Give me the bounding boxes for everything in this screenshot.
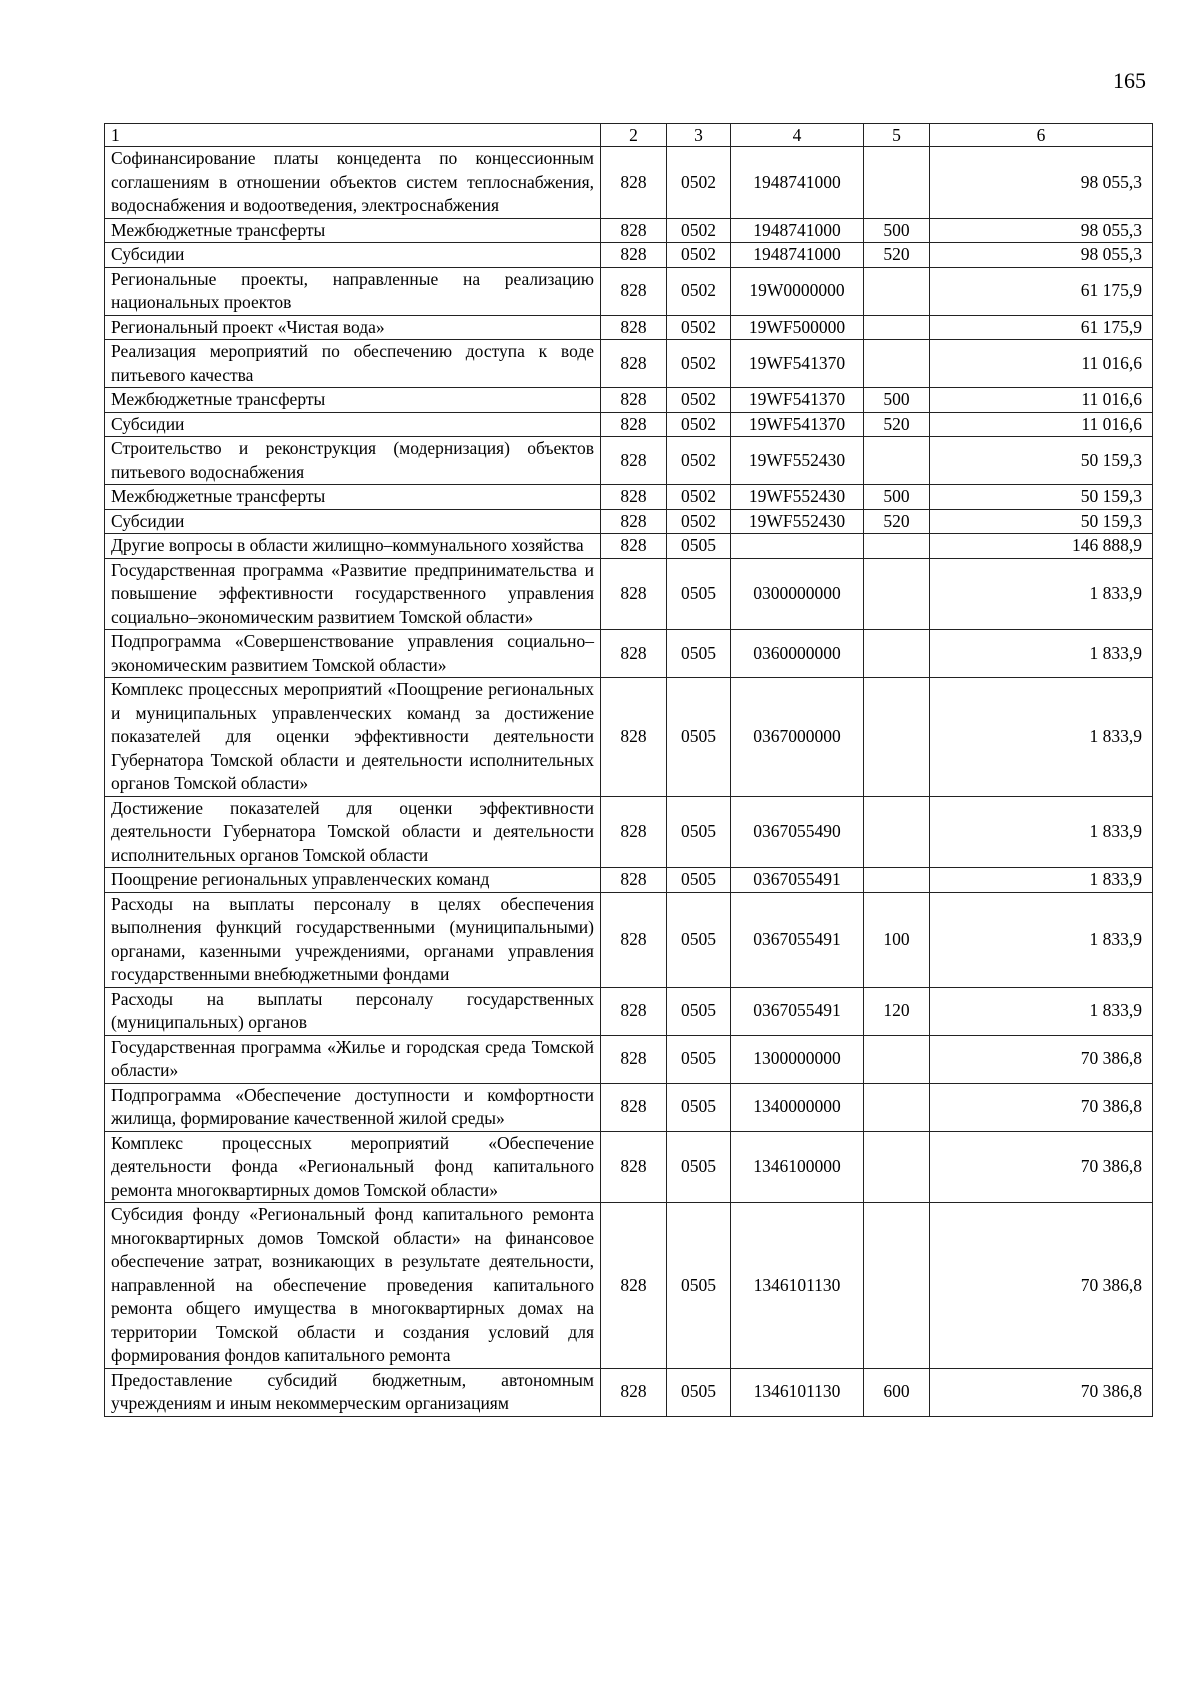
row-amount: 1 833,9 [930, 892, 1153, 987]
row-amount: 11 016,6 [930, 340, 1153, 388]
table-row [105, 558, 1153, 630]
row-admin-code: 828 [601, 630, 667, 678]
row-target-article: 1948741000 [731, 218, 864, 243]
row-name: Региональные проекты, направленные на реализацию национальных проектов [105, 267, 601, 315]
row-target-article: 19WF541370 [731, 388, 864, 413]
row-name: Достижение показателей для оценки эффективности деятельности Губернатора Томской области и деятельности исполнительных органов Томской области [105, 796, 601, 868]
row-name: Межбюджетные трансферты [105, 485, 601, 510]
row-admin-code: 828 [601, 147, 667, 219]
row-section-code: 0505 [667, 1035, 731, 1083]
row-name: Расходы на выплаты персоналу государственных (муниципальных) органов [105, 987, 601, 1035]
row-admin-code: 828 [601, 678, 667, 797]
row-amount: 70 386,8 [930, 1083, 1153, 1131]
row-section-code: 0505 [667, 1203, 731, 1369]
row-admin-code: 828 [601, 340, 667, 388]
row-admin-code: 828 [601, 412, 667, 437]
row-section-code: 0505 [667, 558, 731, 630]
row-name: Софинансирование платы концедента по концессионным соглашениям в отношении объектов систем теплоснабжения, водоснабжения и водоотведения, электроснабжения [105, 147, 601, 219]
row-amount: 98 055,3 [930, 147, 1153, 219]
row-amount: 61 175,9 [930, 315, 1153, 340]
row-name: Другие вопросы в области жилищно–коммунального хозяйства [105, 534, 601, 559]
row-amount: 1 833,9 [930, 796, 1153, 868]
row-target-article: 1346101130 [731, 1368, 864, 1416]
table-row [105, 243, 1153, 268]
row-admin-code: 828 [601, 509, 667, 534]
row-expense-type [864, 437, 930, 485]
row-admin-code: 828 [601, 892, 667, 987]
page-number: 165 [1113, 68, 1146, 93]
row-expense-type [864, 340, 930, 388]
row-amount: 70 386,8 [930, 1131, 1153, 1203]
table-row [105, 630, 1153, 678]
row-section-code: 0505 [667, 630, 731, 678]
table-row [105, 340, 1153, 388]
row-section-code: 0505 [667, 796, 731, 868]
row-target-article: 0367055491 [731, 892, 864, 987]
row-section-code: 0505 [667, 868, 731, 893]
row-name: Государственная программа «Развитие предпринимательства и повышение эффективности государственного управления социально–экономическим развитием Томской области» [105, 558, 601, 630]
row-name: Строительство и реконструкция (модернизация) объектов питьевого водоснабжения [105, 437, 601, 485]
row-target-article: 19WF552430 [731, 485, 864, 510]
row-expense-type: 500 [864, 218, 930, 243]
row-expense-type [864, 558, 930, 630]
row-amount: 98 055,3 [930, 243, 1153, 268]
row-expense-type: 500 [864, 485, 930, 510]
row-admin-code: 828 [601, 388, 667, 413]
row-amount: 1 833,9 [930, 987, 1153, 1035]
table-row [105, 315, 1153, 340]
table-row [105, 147, 1153, 219]
row-expense-type: 520 [864, 509, 930, 534]
row-admin-code: 828 [601, 1203, 667, 1369]
row-amount: 1 833,9 [930, 678, 1153, 797]
row-expense-type: 100 [864, 892, 930, 987]
row-target-article: 0367000000 [731, 678, 864, 797]
row-expense-type: 520 [864, 243, 930, 268]
row-target-article: 1346100000 [731, 1131, 864, 1203]
row-target-article: 0367055491 [731, 868, 864, 893]
row-name: Подпрограмма «Совершенствование управления социально–экономическим развитием Томской области» [105, 630, 601, 678]
row-admin-code: 828 [601, 218, 667, 243]
row-target-article: 19W0000000 [731, 267, 864, 315]
table-row [105, 485, 1153, 510]
row-admin-code: 828 [601, 534, 667, 559]
row-amount: 11 016,6 [930, 388, 1153, 413]
row-expense-type [864, 868, 930, 893]
row-name: Подпрограмма «Обеспечение доступности и комфортности жилища, формирование качественной жилой среды» [105, 1083, 601, 1131]
row-expense-type [864, 1035, 930, 1083]
row-amount: 1 833,9 [930, 630, 1153, 678]
row-target-article: 0360000000 [731, 630, 864, 678]
table-row [105, 796, 1153, 868]
table-row [105, 1368, 1153, 1416]
row-amount: 70 386,8 [930, 1203, 1153, 1369]
row-amount: 1 833,9 [930, 868, 1153, 893]
row-name: Субсидия фонду «Региональный фонд капитального ремонта многоквартирных домов Томской области» на финансовое обеспечение затрат, возникающих в результате деятельности, направленной на обеспечение проведения капитального ремонта общего имущества в многоквартирных домах на территории Томской области и создания условий для формирования фондов капитального ремонта [105, 1203, 601, 1369]
row-amount: 50 159,3 [930, 485, 1153, 510]
row-expense-type [864, 315, 930, 340]
table-row [105, 267, 1153, 315]
row-target-article: 0367055490 [731, 796, 864, 868]
row-name: Межбюджетные трансферты [105, 388, 601, 413]
row-section-code: 0502 [667, 437, 731, 485]
row-amount: 11 016,6 [930, 412, 1153, 437]
row-expense-type: 120 [864, 987, 930, 1035]
row-admin-code: 828 [601, 868, 667, 893]
column-header-6: 6 [930, 124, 1153, 147]
row-target-article: 1948741000 [731, 243, 864, 268]
table-row [105, 509, 1153, 534]
row-target-article: 1300000000 [731, 1035, 864, 1083]
row-name: Предоставление субсидий бюджетным, автономным учреждениям и иным некоммерческим организациям [105, 1368, 601, 1416]
row-section-code: 0505 [667, 678, 731, 797]
row-expense-type [864, 267, 930, 315]
row-section-code: 0505 [667, 892, 731, 987]
row-section-code: 0502 [667, 147, 731, 219]
column-header-5: 5 [864, 124, 930, 147]
table-row [105, 1203, 1153, 1369]
row-section-code: 0502 [667, 485, 731, 510]
row-section-code: 0502 [667, 267, 731, 315]
row-expense-type [864, 1203, 930, 1369]
row-expense-type [864, 1131, 930, 1203]
table-row [105, 892, 1153, 987]
row-section-code: 0505 [667, 534, 731, 559]
row-amount: 50 159,3 [930, 509, 1153, 534]
row-section-code: 0505 [667, 1131, 731, 1203]
row-amount: 1 833,9 [930, 558, 1153, 630]
table-row [105, 534, 1153, 559]
table-row [105, 678, 1153, 797]
row-target-article: 19WF552430 [731, 509, 864, 534]
row-section-code: 0502 [667, 509, 731, 534]
row-admin-code: 828 [601, 1083, 667, 1131]
row-expense-type [864, 678, 930, 797]
row-target-article: 1948741000 [731, 147, 864, 219]
row-admin-code: 828 [601, 267, 667, 315]
table-row [105, 868, 1153, 893]
row-target-article: 19WF541370 [731, 412, 864, 437]
row-admin-code: 828 [601, 796, 667, 868]
column-header-2: 2 [601, 124, 667, 147]
row-section-code: 0505 [667, 1368, 731, 1416]
table-header-row [105, 124, 1153, 147]
row-section-code: 0502 [667, 388, 731, 413]
table-row [105, 388, 1153, 413]
row-target-article: 19WF541370 [731, 340, 864, 388]
row-target-article: 19WF500000 [731, 315, 864, 340]
row-target-article: 1346101130 [731, 1203, 864, 1369]
row-name: Поощрение региональных управленческих команд [105, 868, 601, 893]
row-section-code: 0502 [667, 315, 731, 340]
column-header-4: 4 [731, 124, 864, 147]
row-section-code: 0502 [667, 243, 731, 268]
row-name: Субсидии [105, 412, 601, 437]
row-amount: 70 386,8 [930, 1035, 1153, 1083]
row-expense-type [864, 534, 930, 559]
row-admin-code: 828 [601, 1368, 667, 1416]
row-amount: 98 055,3 [930, 218, 1153, 243]
row-amount: 61 175,9 [930, 267, 1153, 315]
row-expense-type [864, 796, 930, 868]
row-section-code: 0505 [667, 1083, 731, 1131]
row-admin-code: 828 [601, 315, 667, 340]
row-target-article [731, 534, 864, 559]
row-target-article: 0367055491 [731, 987, 864, 1035]
row-admin-code: 828 [601, 1131, 667, 1203]
row-admin-code: 828 [601, 437, 667, 485]
table-row [105, 1083, 1153, 1131]
row-name: Расходы на выплаты персоналу в целях обеспечения выполнения функций государственными (муниципальными) органами, казенными учреждениями, органами управления государственными внебюджетными фондами [105, 892, 601, 987]
row-amount: 50 159,3 [930, 437, 1153, 485]
row-admin-code: 828 [601, 987, 667, 1035]
row-admin-code: 828 [601, 485, 667, 510]
row-expense-type: 600 [864, 1368, 930, 1416]
column-header-1: 1 [105, 124, 601, 147]
row-expense-type [864, 630, 930, 678]
table-row [105, 1131, 1153, 1203]
row-name: Региональный проект «Чистая вода» [105, 315, 601, 340]
table-row [105, 437, 1153, 485]
budget-table [104, 123, 1153, 1417]
row-amount: 146 888,9 [930, 534, 1153, 559]
row-admin-code: 828 [601, 1035, 667, 1083]
table-row [105, 1035, 1153, 1083]
row-section-code: 0502 [667, 218, 731, 243]
row-name: Государственная программа «Жилье и городская среда Томской области» [105, 1035, 601, 1083]
row-name: Реализация мероприятий по обеспечению доступа к воде питьевого качества [105, 340, 601, 388]
table-row [105, 412, 1153, 437]
row-name: Комплекс процессных мероприятий «Обеспечение деятельности фонда «Региональный фонд капитального ремонта многоквартирных домов Томской области» [105, 1131, 601, 1203]
table-row [105, 987, 1153, 1035]
column-header-3: 3 [667, 124, 731, 147]
row-amount: 70 386,8 [930, 1368, 1153, 1416]
row-expense-type [864, 1083, 930, 1131]
table-row [105, 218, 1153, 243]
row-expense-type: 520 [864, 412, 930, 437]
row-target-article: 0300000000 [731, 558, 864, 630]
row-expense-type [864, 147, 930, 219]
row-name: Межбюджетные трансферты [105, 218, 601, 243]
row-section-code: 0502 [667, 412, 731, 437]
row-target-article: 19WF552430 [731, 437, 864, 485]
row-admin-code: 828 [601, 558, 667, 630]
row-section-code: 0502 [667, 340, 731, 388]
row-name: Комплекс процессных мероприятий «Поощрение региональных и муниципальных управленческих команд за достижение показателей для оценки эффективности деятельности Губернатора Томской области и деятельности исполнительных органов Томской области» [105, 678, 601, 797]
row-target-article: 1340000000 [731, 1083, 864, 1131]
row-section-code: 0505 [667, 987, 731, 1035]
row-admin-code: 828 [601, 243, 667, 268]
row-name: Субсидии [105, 243, 601, 268]
row-name: Субсидии [105, 509, 601, 534]
row-expense-type: 500 [864, 388, 930, 413]
